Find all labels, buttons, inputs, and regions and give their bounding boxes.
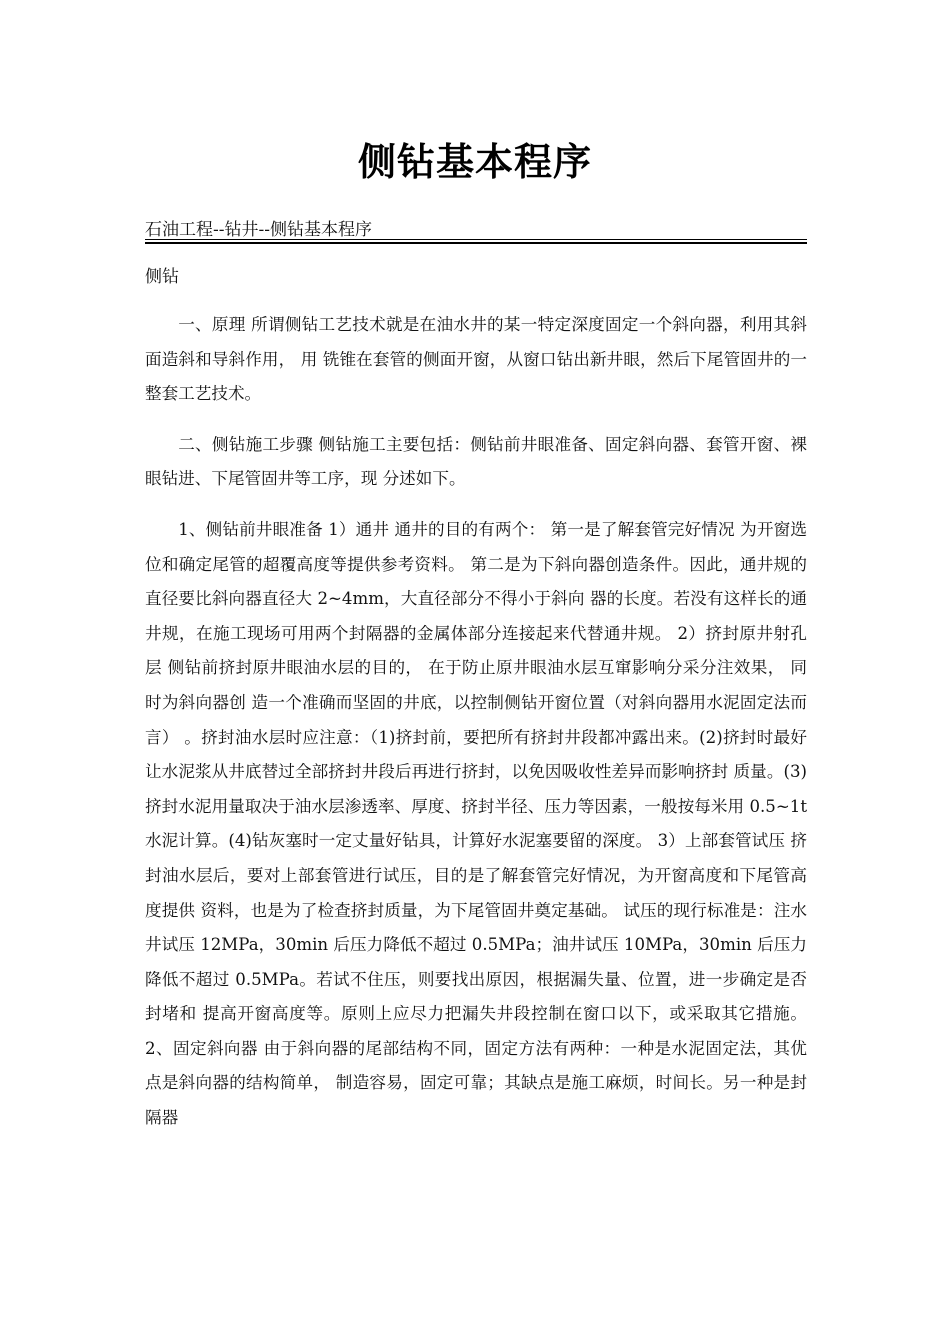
paragraph-principle: 一、原理 所谓侧钻工艺技术就是在油水井的某一特定深度固定一个斜向器，利用其斜面造斜和导斜作用， 用 铣锥在套管的侧面开窗，从窗口钻出新井眼，然后下尾管固井的一整套工艺技术。 <box>145 315 807 404</box>
breadcrumb: 石油工程--钻井--侧钻基本程序 <box>145 220 372 240</box>
header-rule-thin <box>145 239 807 240</box>
paragraph-steps: 二、侧钻施工步骤 侧钻施工主要包括：侧钻前井眼准备、固定斜向器、套管开窗、裸眼钻进、下尾管固井等工序，现 分述如下。 <box>145 434 807 489</box>
header-rule-thick <box>145 242 807 244</box>
body-text <box>145 308 807 1136</box>
paragraph-preparation: 1、侧钻前井眼准备 1）通井 通井的目的有两个： 第一是了解套管完好情况 为开窗选位和确定尾管的超覆高度等提供参考资料。 第二是为下斜向器创造条件。因此，通井规的直径要比斜向器直径大 2~4mm，大直径部分不得小于斜向 器的长度。若没有这样长的通井规，在施工现场可用两个封隔器的金属体部分连接起来代替通井规。 2）挤封原井射孔层 侧钻前挤封原井眼油水层的目的， 在于防止原井眼油水层互窜影响分采分注效果， 同时为斜向器创 造一个准确而坚固的井底，以控制侧钻开窗位置（对斜向器用水泥固定法而言） 。挤封油水层时应注意：（1)挤封前，要把所有挤封井段都冲露出来。(2)挤封时最好让水泥浆从井底替过全部挤封井段后再进行挤封，以免因吸收性差异而影响挤封 质量。(3)挤封水泥用量取决于油水层渗透率、厚度、挤封半径、压力等因素，一般按每米用 0.5~1t 水泥计算。(4)钻灰塞时一定丈量好钻具，计算好水泥塞要留的深度。 3）上部套管试压 挤封油水层后，要对上部套管进行试压，目的是了解套管完好情况，为开窗高度和下尾管高度提供 资料，也是为了检查挤封质量，为下尾管固井奠定基础。 试压的现行标准是：注水井试压 12MPa，30min 后压力降低不超过 0.5MPa；油井试压 10MPa，30min 后压力降低不超过 0.5MPa。若试不住压，则要找出原因，根据漏失量、位置，进一步确定是否封堵和 提高开窗高度等。原则上应尽力把漏失井段控制在窗口以下，或采取其它措施。 2、固定斜向器 由于斜向器的尾部结构不同，固定方法有两种：一种是水泥固定法，其优点是斜向器的结构简单， 制造容易，固定可靠；其缺点是施工麻烦，时间长。另一种是封隔器 <box>145 519 807 1128</box>
document-title: 侧钻基本程序 <box>357 140 592 184</box>
section-label: 侧钻 <box>145 267 179 287</box>
